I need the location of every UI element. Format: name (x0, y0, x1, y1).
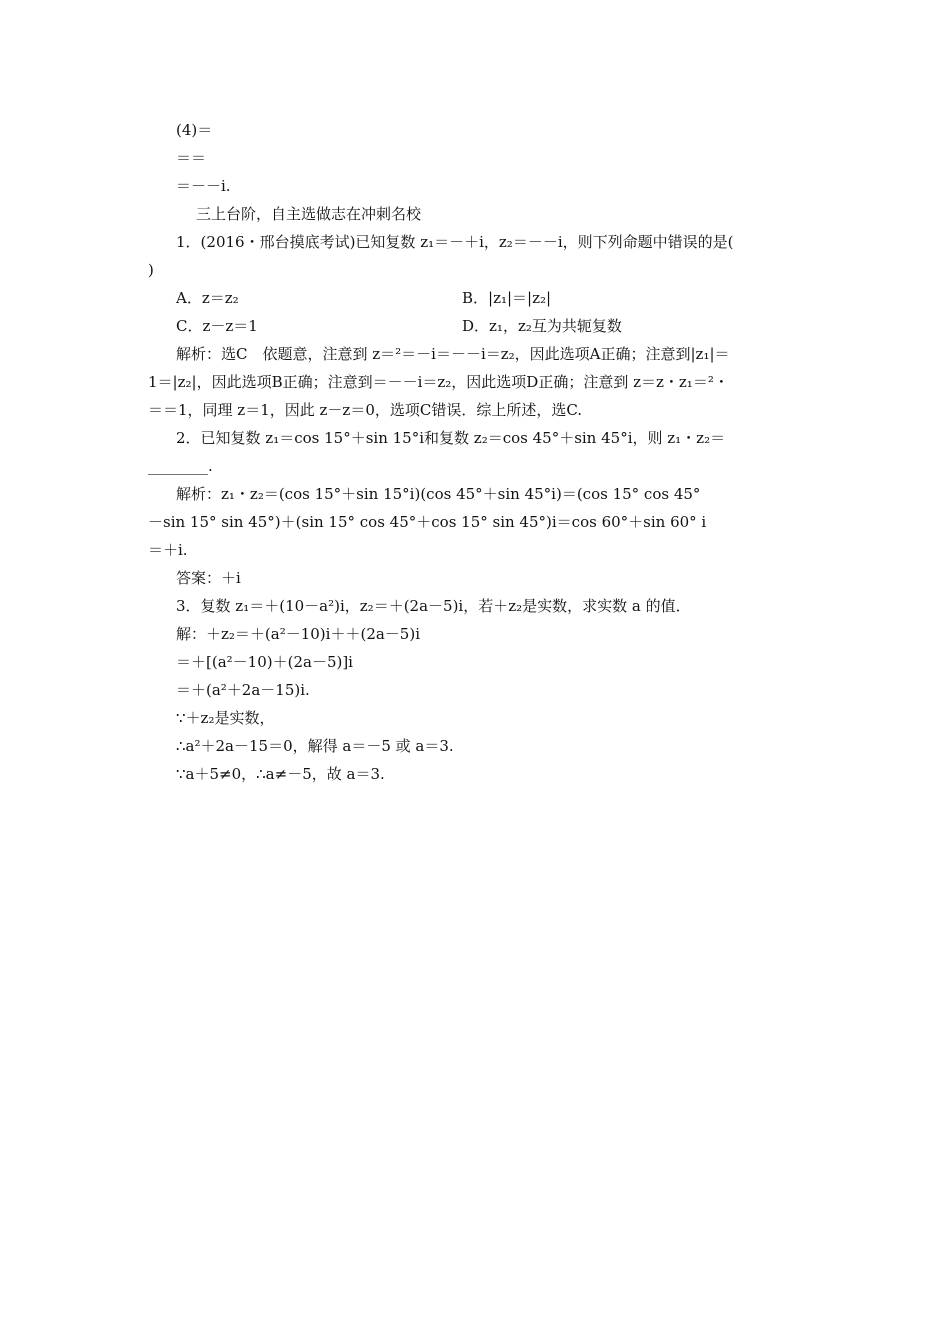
answer-2: 答案：＋i (176, 569, 241, 587)
solution-3-line: ∴a²＋2a－15＝0，解得 a＝－5 或 a＝3. (176, 737, 454, 755)
solution-1-line: ＝＝1，同理 z＝1，因此 z－z＝0，选项C错误．综上所述，选C. (148, 401, 583, 419)
solution-3-line: ∵＋z₂是实数， (176, 709, 275, 727)
question-2-stem: 2．已知复数 z₁＝cos 15°＋sin 15°i和复数 z₂＝cos 45°＋sin 45°i，则 z₁・z₂＝ (176, 429, 726, 447)
solution-3-line: ∵a＋5≠0，∴a≠－5，故 a＝3. (176, 765, 385, 783)
question-1-stem: 1．(2016・邢台摸底考试)已知复数 z₁＝－＋i，z₂＝－－i，则下列命题中错误的是( (176, 233, 734, 251)
answer-blank: ________. (148, 457, 213, 475)
solution-3-line: 解：＋z₂＝＋(a²－10)i＋＋(2a－5)i (176, 625, 420, 643)
solution-2-line: ＝＋i. (148, 541, 188, 559)
solution-2-line: 解析：z₁・z₂＝(cos 15°＋sin 15°i)(cos 45°＋sin 45°i)＝(cos 15° cos 45° (176, 485, 701, 503)
section-heading: 三上台阶，自主选做志在冲刺名校 (196, 205, 422, 223)
option-a: A．z＝z₂ (176, 289, 239, 307)
text-line: ＝－－i. (176, 177, 231, 195)
solution-3-line: ＝＋[(a²－10)＋(2a－5)]i (176, 653, 353, 671)
solution-1-line: 1＝|z₂|，因此选项B正确；注意到＝－－i＝z₂，因此选项D正确；注意到 z＝z・z₁＝²・ (148, 373, 729, 391)
solution-2-line: －sin 15° sin 45°)＋(sin 15° cos 45°＋cos 15° sin 45°)i＝cos 60°＋sin 60° i (148, 513, 707, 531)
option-d: D．z₁，z₂互为共轭复数 (462, 317, 622, 335)
option-b: B．|z₁|＝|z₂| (462, 289, 552, 307)
question-3-stem: 3．复数 z₁＝＋(10－a²)i，z₂＝＋(2a－5)i，若＋z₂是实数，求实数 a 的值． (176, 597, 691, 615)
text-line: ＝＝ (176, 149, 207, 167)
option-c: C．z－z＝1 (176, 317, 258, 335)
text-line: (4)＝ (176, 121, 213, 139)
question-1-stem-end: ) (148, 261, 154, 279)
solution-1-line: 解析：选C 依题意，注意到 z＝²＝－i＝－－i＝z₂，因此选项A正确；注意到|z₁|＝ (176, 345, 730, 363)
solution-3-line: ＝＋(a²＋2a－15)i. (176, 681, 310, 699)
